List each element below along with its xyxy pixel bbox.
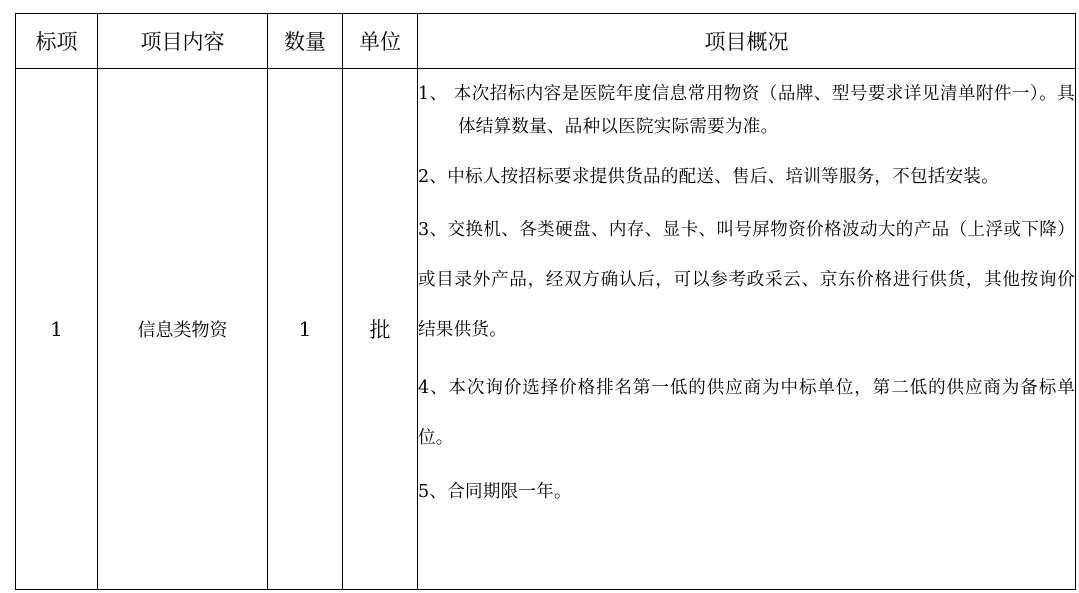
overview-item-5: 5、合同期限一年。 [418,482,572,502]
overview-item-1: 1、 本次招标内容是医院年度信息常用物资（品牌、型号要求详见清单附件一）。具体结算数量、品种以医院实际需要为准。 [418,84,1075,137]
overview-item-2: 2、中标人按招标要求提供货品的配送、售后、培训等服务，不包括安装。 [418,167,1000,187]
overview-item-4: 4、本次询价选择价格排名第一低的供应商为中标单位，第二低的供应商为备标单位。 [418,378,1075,448]
cell-quantity: 1 [268,69,343,590]
cell-unit: 批 [343,69,418,590]
header-overview: 项目概况 [418,14,1076,69]
cell-overview [418,69,1076,590]
table-row [16,69,1076,590]
header-content: 项目内容 [98,14,268,69]
header-unit: 单位 [343,14,418,69]
header-quantity: 数量 [268,14,343,69]
overview-item-3: 3、交换机、各类硬盘、内存、显卡、叫号屏物资价格波动大的产品（上浮或下降）或目录外产品，经双方确认后，可以参考政采云、京东价格进行供货，其他按询价结果供货。 [418,220,1075,340]
cell-item-no: 1 [16,69,98,590]
cell-content: 信息类物资 [98,69,268,590]
bid-items-table [15,13,1076,590]
table-header-row [16,14,1076,69]
header-item-no: 标项 [16,14,98,69]
